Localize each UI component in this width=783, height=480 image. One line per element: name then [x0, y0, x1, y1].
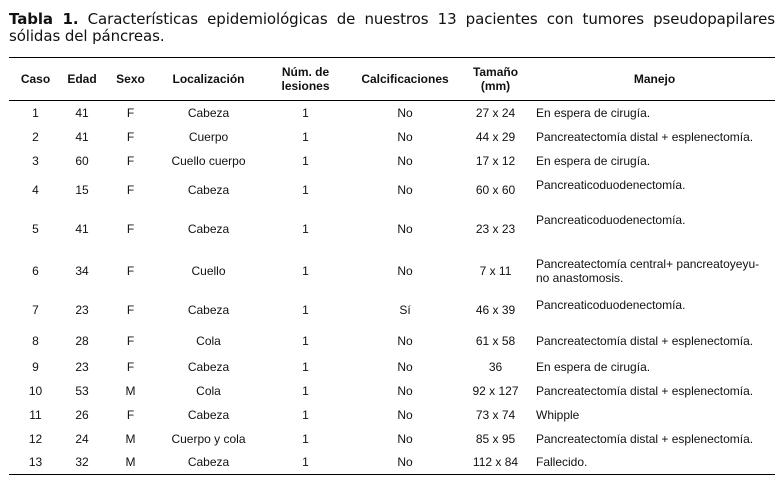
header-localizacion: Localización — [159, 58, 258, 101]
header-tamano-line1: Tamaño — [472, 65, 519, 79]
cell-sexo: M — [125, 431, 136, 446]
cell-edad: 53 — [75, 383, 89, 398]
table-row — [9, 125, 775, 149]
header-num-lesiones — [258, 58, 353, 101]
cell-lesiones: 1 — [302, 264, 309, 278]
cell-manejo — [534, 208, 775, 250]
cell-manejo-text: En espera de cirugía. — [536, 153, 651, 168]
cell-calcificaciones: No — [353, 451, 457, 475]
cell-manejo — [534, 328, 775, 355]
cell-manejo-text: Pancreaticoduodenectomía. — [536, 212, 686, 227]
cell-sexo: F — [126, 303, 135, 317]
cell-lesiones: 1 — [302, 153, 309, 168]
cell-manejo-text: En espera de cirugía. — [536, 359, 651, 374]
table-row — [9, 149, 775, 173]
table-caption-text: Características epidemiológicas de nuestros 13 pacientes con tumores pseudopapilares sólidas del páncreas. — [9, 10, 775, 45]
cell-edad: 24 — [75, 431, 89, 446]
cell-localizacion: Cuerpo — [188, 129, 229, 144]
cell-sexo: F — [126, 359, 135, 374]
cell-edad: 41 — [75, 221, 89, 236]
cell-sexo: F — [126, 153, 135, 168]
cell-caso: 6 — [32, 264, 39, 278]
cell-lesiones: 1 — [302, 383, 309, 398]
cell-calcificaciones: No — [397, 264, 413, 278]
cell-caso: 10 — [28, 383, 43, 398]
cell-caso: 2 — [32, 129, 39, 144]
cell-calcificaciones: No — [397, 383, 413, 398]
cell-manejo-text: Whipple — [536, 407, 580, 422]
cell-caso: 4 — [32, 183, 39, 197]
cell-caso: 7 — [32, 303, 39, 317]
cell-localizacion: Cuello — [191, 264, 226, 278]
cell-localizacion: Cabeza — [187, 359, 230, 374]
cell-manejo-text: Pancreaticoduodenectomía. — [536, 297, 686, 312]
header-sexo: Sexo — [102, 58, 159, 101]
cell-tamano: 60 x 60 — [475, 183, 516, 197]
table-row — [9, 379, 775, 403]
table-row — [9, 355, 775, 379]
cell-manejo-text: Pancreatectomía central+ pancreatoyeyu- — [536, 257, 760, 271]
cell-edad: 26 — [75, 407, 89, 422]
table-row — [9, 427, 775, 451]
cell-lesiones: 1 — [258, 451, 353, 475]
cell-manejo — [534, 173, 775, 208]
cell-manejo — [534, 250, 775, 293]
table-row — [9, 101, 775, 125]
cell-calcificaciones: No — [397, 153, 413, 168]
table-header — [9, 58, 775, 101]
cell-calcificaciones: No — [397, 407, 413, 422]
cell-sexo: F — [126, 221, 135, 236]
cell-caso: 11 — [29, 407, 42, 422]
cell-tamano: 46 x 39 — [475, 303, 516, 317]
cell-tamano: 44 x 29 — [475, 129, 516, 144]
header-tamano-line2: (mm) — [480, 79, 511, 93]
cell-lesiones: 1 — [302, 407, 309, 422]
cell-manejo — [534, 379, 775, 403]
cell-edad: 23 — [75, 303, 89, 317]
table-row — [9, 208, 775, 250]
header-manejo: Manejo — [534, 58, 775, 101]
cell-edad: 15 — [75, 183, 89, 197]
cell-caso: 3 — [32, 153, 39, 168]
cell-sexo: F — [126, 129, 135, 144]
cell-lesiones: 1 — [302, 334, 309, 348]
cell-localizacion: Cabeza — [187, 221, 230, 236]
cell-tamano: 27 x 24 — [475, 105, 516, 120]
cell-localizacion: Cola — [196, 334, 221, 348]
header-num-lesiones-line2: lesiones — [281, 79, 330, 93]
cell-manejo-text: Pancreatectomía distal + esplenectomía. — [536, 431, 754, 446]
cell-tamano: 17 x 12 — [475, 153, 516, 168]
cell-sexo: F — [126, 334, 135, 348]
cell-lesiones: 1 — [302, 105, 309, 120]
table-caption — [9, 11, 775, 45]
table-row — [9, 451, 775, 475]
cell-sexo: F — [126, 183, 135, 197]
header-caso: Caso — [9, 58, 62, 101]
cell-calcificaciones: No — [397, 221, 413, 236]
cell-manejo-text: Pancreatectomía distal + esplenectomía. — [536, 129, 754, 144]
cell-manejo — [534, 149, 775, 173]
cell-tamano: 7 x 11 — [479, 264, 512, 278]
cell-manejo-text: Fallecido. — [536, 455, 588, 470]
header-calcificaciones: Calcificaciones — [353, 58, 457, 101]
cell-tamano: 23 x 23 — [475, 221, 516, 236]
cell-manejo — [534, 355, 775, 379]
cell-manejo — [534, 101, 775, 125]
table-row — [9, 173, 775, 208]
cell-edad: 34 — [75, 264, 89, 278]
table-row — [9, 403, 775, 427]
cell-caso: 12 — [28, 431, 43, 446]
header-edad: Edad — [62, 58, 102, 101]
cell-manejo — [534, 427, 775, 451]
cell-manejo — [534, 403, 775, 427]
cell-manejo — [534, 451, 775, 475]
cell-edad: 28 — [75, 334, 89, 348]
cell-localizacion: Cabeza — [187, 407, 230, 422]
cell-caso: 5 — [32, 221, 39, 236]
cell-lesiones: 1 — [302, 129, 309, 144]
cell-localizacion: Cabeza — [187, 303, 230, 317]
cell-localizacion: Cuerpo y cola — [171, 431, 246, 446]
cell-tamano: 85 x 95 — [475, 431, 516, 446]
cell-tamano: 112 x 84 — [457, 451, 534, 475]
header-num-lesiones-line1: Núm. de — [281, 65, 330, 79]
cell-lesiones: 1 — [302, 183, 309, 197]
cell-calcificaciones: No — [397, 431, 413, 446]
cell-caso: 9 — [32, 359, 39, 374]
cell-calcificaciones: No — [397, 105, 413, 120]
cell-calcificaciones: No — [397, 334, 413, 348]
cell-lesiones: 1 — [302, 431, 309, 446]
cell-calcificaciones: No — [397, 129, 413, 144]
cell-localizacion: Cuello cuerpo — [171, 153, 246, 168]
cell-localizacion: Cola — [196, 383, 221, 398]
cell-edad: 23 — [75, 359, 89, 374]
cell-tamano: 92 x 127 — [472, 383, 519, 398]
cell-tamano: 61 x 58 — [475, 334, 516, 348]
table-row — [9, 250, 775, 293]
table-body — [9, 101, 775, 475]
cell-edad: 41 — [75, 105, 89, 120]
cell-manejo-text: Pancreatectomía distal + esplenectomía. — [536, 383, 754, 398]
cell-sexo: F — [126, 407, 135, 422]
cell-manejo-text: En espera de cirugía. — [536, 105, 651, 120]
table-row — [9, 328, 775, 355]
cell-caso: 1 — [32, 105, 39, 120]
patients-table — [9, 57, 775, 475]
cell-sexo: F — [126, 105, 135, 120]
cell-manejo — [534, 125, 775, 149]
table-row — [9, 293, 775, 328]
cell-manejo — [534, 293, 775, 328]
cell-localizacion: Cabeza — [159, 451, 258, 475]
cell-calcificaciones: Sí — [399, 303, 411, 317]
cell-edad: 41 — [75, 129, 89, 144]
header-tamano — [457, 58, 534, 101]
cell-manejo-text-continued: no anastomosis. — [536, 271, 624, 285]
cell-localizacion: Cabeza — [187, 105, 230, 120]
cell-lesiones: 1 — [302, 303, 309, 317]
cell-tamano: 73 x 74 — [475, 407, 516, 422]
cell-tamano: 36 — [488, 359, 503, 374]
table-caption-label: Tabla 1. — [9, 10, 79, 28]
cell-edad: 32 — [62, 451, 102, 475]
cell-calcificaciones: No — [397, 183, 413, 197]
cell-manejo-text: Pancreaticoduodenectomía. — [536, 177, 686, 192]
cell-edad: 60 — [75, 153, 89, 168]
cell-caso: 13 — [9, 451, 62, 475]
cell-manejo-text: Pancreatectomía distal + esplenectomía. — [536, 334, 754, 348]
cell-calcificaciones: No — [397, 359, 413, 374]
cell-lesiones: 1 — [302, 221, 309, 236]
cell-sexo: M — [102, 451, 159, 475]
cell-sexo: M — [125, 383, 136, 398]
cell-sexo: F — [126, 264, 135, 278]
cell-localizacion: Cabeza — [187, 183, 230, 197]
cell-caso: 8 — [32, 334, 39, 348]
cell-lesiones: 1 — [302, 359, 309, 374]
